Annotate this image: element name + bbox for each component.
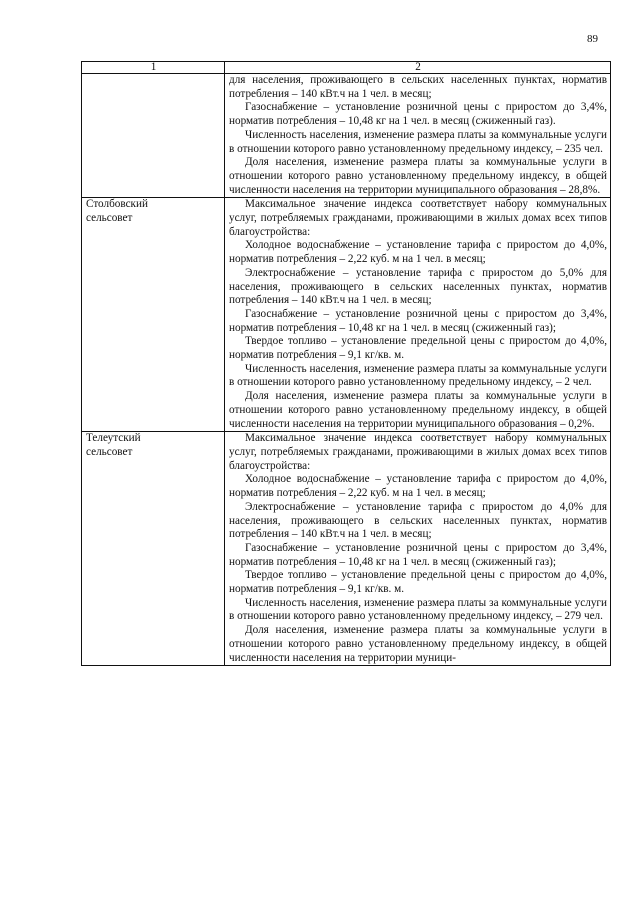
region-type: сельсовет	[86, 445, 133, 458]
paragraph: Электроснабжение – установление тарифа с приростом до 5,0% для населения, проживающего в сельских населенных пунктах, норматив потребления – 140 кВт.ч на 1 чел. в месяц;	[229, 266, 607, 307]
paragraph: Максимальное значение индекса соответствует набору коммунальных услуг, потребляемых гражданами, проживающими в жилых домах всех типов благоустройства:	[229, 432, 607, 472]
page-number: 89	[587, 33, 598, 45]
column-header-2: 2	[225, 62, 611, 74]
region-type: сельсовет	[86, 212, 133, 225]
table-header-row	[82, 62, 611, 74]
region-name: Телеутский	[86, 432, 141, 445]
paragraph: Численность населения, изменение размера платы за коммунальные услуги в отношении которого равно установленному предельному индексу, – 2 чел.	[229, 362, 607, 389]
paragraph: Газоснабжение – установление розничной цены с приростом до 3,4%, норматив потребления – 10,48 кг на 1 чел. в месяц (сжиженный газ);	[229, 307, 607, 334]
description-cell	[225, 198, 611, 432]
description-cell	[225, 432, 611, 666]
paragraph: Максимальное значение индекса соответствует набору коммунальных услуг, потребляемых гражданами, проживающими в жилых домах всех типов благоустройства:	[229, 198, 607, 238]
tariff-table	[81, 61, 611, 666]
region-cell	[82, 198, 225, 432]
description-cell	[225, 74, 611, 198]
region-cell	[82, 432, 225, 666]
paragraph: Газоснабжение – установление розничной цены с приростом до 3,4%, норматив потребления – 10,48 кг на 1 чел. в месяц (сжиженный газ);	[229, 541, 607, 568]
paragraph: Электроснабжение – установление тарифа с приростом до 4,0% для населения, проживающего в сельских населенных пунктах, норматив потребления – 140 кВт.ч на 1 чел. в месяц;	[229, 500, 607, 541]
region-name: Столбовский	[86, 198, 148, 211]
column-header-1: 1	[82, 62, 225, 74]
paragraph: Холодное водоснабжение – установление тарифа с приростом до 4,0%, норматив потребления – 2,22 куб. м на 1 чел. в месяц;	[229, 473, 607, 500]
table-row	[82, 74, 611, 198]
table-row	[82, 432, 611, 666]
paragraph: Численность населения, изменение размера платы за коммунальные услуги в отношении которого равно установленному предельному индексу, – 279 чел.	[229, 596, 607, 623]
paragraph: Доля населения, изменение размера платы за коммунальные услуги в отношении которого равно установленному предельному индексу, в общей численности населения на территории муниципального образования – 0,2%.	[229, 390, 607, 430]
paragraph: Холодное водоснабжение – установление тарифа с приростом до 4,0%, норматив потребления – 2,22 куб. м на 1 чел. в месяц;	[229, 239, 607, 266]
paragraph: Доля населения, изменение размера платы за коммунальные услуги в отношении которого равно установленному предельному индексу, в общей численности населения на территории муници-	[229, 624, 607, 664]
paragraph: Доля населения, изменение размера платы за коммунальные услуги в отношении которого равно установленному предельному индексу, в общей численности населения на территории муниципального образования – 28,8%.	[229, 156, 607, 196]
paragraph: Твердое топливо – установление предельной цены с приростом до 4,0%, норматив потребления – 9,1 кг/кв. м.	[229, 569, 607, 596]
paragraph: Газоснабжение – установление розничной цены с приростом до 3,4%, норматив потребления – 10,48 кг на 1 чел. в месяц (сжиженный газ).	[229, 101, 607, 128]
paragraph: Твердое топливо – установление предельной цены с приростом до 4,0%, норматив потребления – 9,1 кг/кв. м.	[229, 335, 607, 362]
table-row	[82, 198, 611, 432]
paragraph: Численность населения, изменение размера платы за коммунальные услуги в отношении которого равно установленному предельному индексу, – 235 чел.	[229, 128, 607, 155]
region-cell-empty	[82, 74, 225, 198]
paragraph: для населения, проживающего в сельских населенных пунктах, норматив потребления – 140 кВт.ч на 1 чел. в месяц;	[229, 74, 607, 100]
